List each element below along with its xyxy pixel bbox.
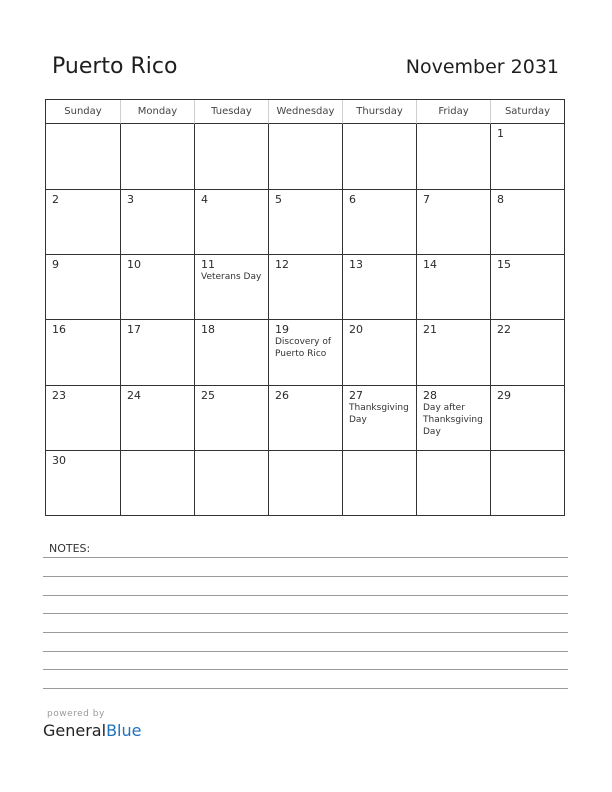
day-cell[interactable] [120, 189, 194, 254]
day-cell[interactable] [46, 189, 120, 254]
generalblue-logo[interactable] [43, 721, 141, 740]
day-cell[interactable] [416, 450, 490, 515]
day-cell[interactable] [490, 254, 564, 319]
day-cell[interactable] [194, 385, 268, 450]
notes-line [43, 688, 568, 689]
day-cell[interactable] [342, 124, 416, 189]
powered-by-text: powered by [47, 709, 105, 719]
day-number: 12 [275, 258, 289, 272]
day-number: 16 [52, 323, 66, 337]
day-number: 24 [127, 388, 141, 402]
day-number: 21 [423, 323, 437, 337]
notes-line [43, 557, 568, 558]
notes-line [43, 576, 568, 577]
day-number: 6 [349, 193, 356, 207]
day-cell[interactable] [194, 450, 268, 515]
weekday-header-monday: Monday [120, 100, 194, 124]
day-cell[interactable] [416, 189, 490, 254]
day-cell[interactable] [194, 254, 268, 319]
day-cell[interactable] [490, 450, 564, 515]
notes-line [43, 669, 568, 670]
day-number: 27 [349, 388, 363, 402]
day-number: 18 [201, 323, 215, 337]
day-cell[interactable] [120, 124, 194, 189]
day-number: 30 [52, 453, 66, 467]
day-cell[interactable] [268, 319, 342, 384]
day-number: 11 [201, 258, 215, 272]
day-number: 23 [52, 388, 66, 402]
day-cell[interactable] [120, 385, 194, 450]
notes-line [43, 595, 568, 596]
day-cell[interactable] [416, 124, 490, 189]
weekday-header-sunday: Sunday [46, 100, 120, 124]
day-cell[interactable] [268, 450, 342, 515]
day-number: 15 [497, 258, 511, 272]
day-cell[interactable] [120, 450, 194, 515]
day-number: 25 [201, 388, 215, 402]
day-number: 13 [349, 258, 363, 272]
holiday-label: Thanksgiving Day [349, 402, 409, 425]
weekday-header-friday: Friday [416, 100, 490, 124]
day-cell[interactable] [490, 124, 564, 189]
holiday-label: Veterans Day [201, 272, 262, 283]
brand-general-text: General [43, 721, 107, 740]
notes-line [43, 651, 568, 652]
day-cell[interactable] [120, 319, 194, 384]
day-number: 22 [497, 323, 511, 337]
day-number: 9 [52, 258, 59, 272]
day-cell[interactable] [46, 450, 120, 515]
weekday-header-thursday: Thursday [342, 100, 416, 124]
day-number: 7 [423, 193, 430, 207]
day-number: 14 [423, 258, 437, 272]
day-number: 20 [349, 323, 363, 337]
day-number: 1 [497, 127, 504, 140]
day-cell[interactable] [268, 124, 342, 189]
day-cell[interactable] [120, 254, 194, 319]
day-number: 26 [275, 388, 289, 402]
notes-line [43, 632, 568, 633]
day-cell[interactable] [46, 319, 120, 384]
day-cell[interactable] [194, 189, 268, 254]
day-cell[interactable] [416, 319, 490, 384]
day-cell[interactable] [268, 189, 342, 254]
notes-label: NOTES: [49, 542, 91, 555]
day-cell[interactable] [46, 124, 120, 189]
day-number: 29 [497, 388, 511, 402]
holiday-label: Day after Thanksgiving Day [423, 402, 483, 437]
day-cell[interactable] [46, 254, 120, 319]
day-cell[interactable] [342, 189, 416, 254]
brand-blue-text: Blue [106, 721, 142, 740]
weekday-header-saturday: Saturday [490, 100, 564, 124]
day-cell[interactable] [490, 189, 564, 254]
day-number: 10 [127, 258, 141, 272]
day-cell[interactable] [342, 450, 416, 515]
day-number: 17 [127, 323, 141, 337]
day-number: 19 [275, 323, 289, 337]
day-cell[interactable] [194, 124, 268, 189]
day-cell[interactable] [342, 319, 416, 384]
weekday-header-tuesday: Tuesday [194, 100, 268, 124]
day-cell[interactable] [268, 254, 342, 319]
day-cell[interactable] [194, 319, 268, 384]
day-cell[interactable] [490, 319, 564, 384]
day-number: 2 [52, 193, 59, 207]
day-cell[interactable] [490, 385, 564, 450]
day-number: 8 [497, 193, 504, 207]
day-cell[interactable] [342, 385, 416, 450]
day-number: 4 [201, 193, 208, 207]
country-title: Puerto Rico [52, 54, 178, 79]
day-number: 3 [127, 193, 134, 207]
day-cell[interactable] [416, 385, 490, 450]
notes-line [43, 613, 568, 614]
day-cell[interactable] [46, 385, 120, 450]
day-number: 28 [423, 388, 437, 402]
holiday-label: Discovery of Puerto Rico [275, 337, 331, 360]
day-cell[interactable] [416, 254, 490, 319]
day-number: 5 [275, 193, 282, 207]
calendar-grid [45, 99, 565, 516]
day-cell[interactable] [268, 385, 342, 450]
month-year-title: November 2031 [405, 56, 559, 78]
day-cell[interactable] [342, 254, 416, 319]
weekday-header-wednesday: Wednesday [268, 100, 342, 124]
